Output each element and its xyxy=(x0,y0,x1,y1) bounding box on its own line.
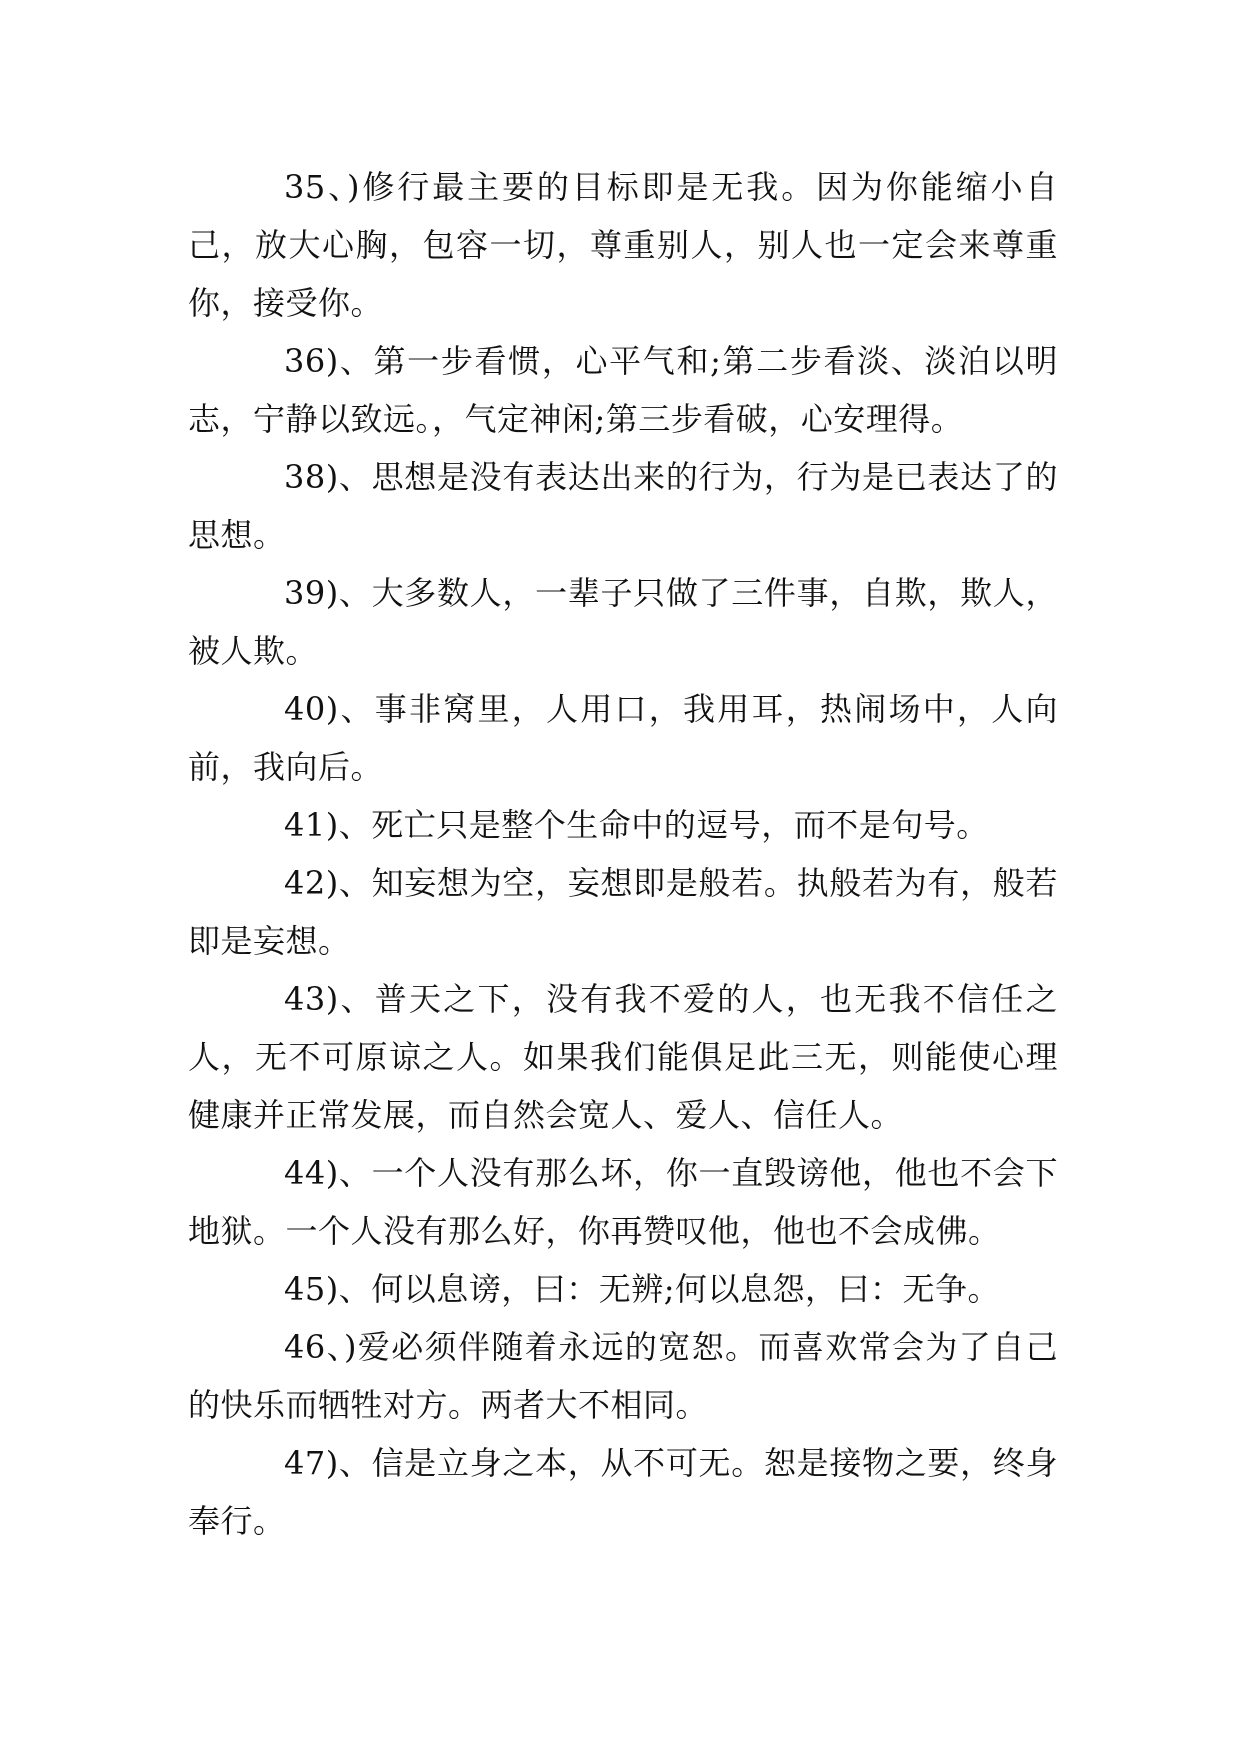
paragraph-38: 38)、思想是没有表达出来的行为，行为是已表达了的思想。 xyxy=(188,458,1058,554)
paragraph-46: 46、)爱必须伴随着永远的宽恕。而喜欢常会为了自己的快乐而牺牲对方。两者大不相同。 xyxy=(188,1328,1058,1424)
paragraph-41: 41)、死亡只是整个生命中的逗号，而不是句号。 xyxy=(284,806,989,844)
paragraph-47: 47)、信是立身之本，从不可无。恕是接物之要，终身奉行。 xyxy=(188,1444,1058,1540)
paragraph-35: 35、)修行最主要的目标即是无我。因为你能缩小自己，放大心胸，包容一切，尊重别人，别人也一定会来尊重你，接受你。 xyxy=(188,168,1058,322)
paragraph-43: 43)、普天之下，没有我不爱的人，也无我不信任之人，无不可原谅之人。如果我们能俱足此三无，则能使心理健康并正常发展，而自然会宽人、爱人、信任人。 xyxy=(188,980,1058,1134)
paragraph-40: 40)、事非窝里，人用口，我用耳，热闹场中，人向前，我向后。 xyxy=(188,690,1058,786)
paragraph-45: 45)、何以息谤，曰：无辨;何以息怨，曰：无争。 xyxy=(284,1270,1000,1308)
paragraph-39: 39)、大多数人，一辈子只做了三件事，自欺，欺人，被人欺。 xyxy=(188,574,1058,670)
document-body xyxy=(188,158,1058,1550)
paragraph-44: 44)、一个人没有那么坏，你一直毁谤他，他也不会下地狱。一个人没有那么好，你再赞叹他，他也不会成佛。 xyxy=(188,1154,1058,1250)
paragraph-36: 36)、第一步看惯，心平气和;第二步看淡、淡泊以明志，宁静以致远。，气定神闲;第三步看破，心安理得。 xyxy=(188,342,1058,438)
paragraph-42: 42)、知妄想为空，妄想即是般若。执般若为有，般若即是妄想。 xyxy=(188,864,1058,960)
